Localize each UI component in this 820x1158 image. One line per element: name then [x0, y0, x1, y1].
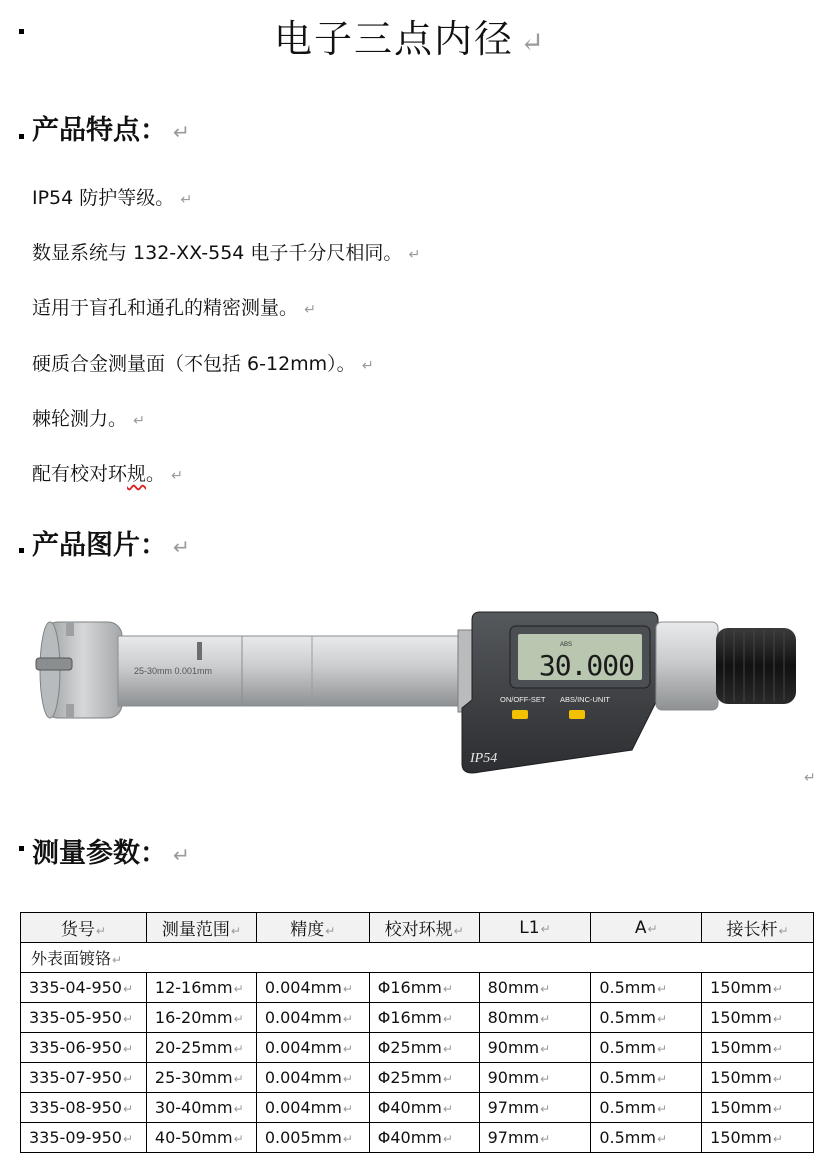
table-row [21, 1123, 814, 1153]
header-cell: A↵ [591, 913, 702, 943]
table-cell: 150mm↵ [702, 973, 814, 1003]
table-cell: 90mm↵ [479, 1033, 591, 1063]
table-cell: Φ25mm↵ [369, 1063, 479, 1093]
table-cell: 0.5mm↵ [591, 1123, 702, 1153]
feature-item: 配有校对环规。 ↵ [32, 463, 183, 485]
table-row [21, 1003, 814, 1033]
table-cell: 80mm↵ [479, 1003, 591, 1033]
header-cell: 货号↵ [21, 913, 147, 943]
table-cell: 0.004mm↵ [256, 1033, 369, 1063]
table-row [21, 1033, 814, 1063]
table-cell: 20-25mm↵ [146, 1033, 256, 1063]
table-cell: 16-20mm↵ [146, 1003, 256, 1033]
table-cell: 335-09-950↵ [21, 1123, 147, 1153]
onoff-label: ON/OFF-SET [500, 695, 546, 704]
return-mark: ↵ [173, 120, 190, 144]
return-mark: ↵ [804, 770, 816, 786]
feature-item: IP54 防护等级。 ↵ [32, 187, 193, 209]
table-cell: 0.5mm↵ [591, 1033, 702, 1063]
header-cell: L1↵ [479, 913, 591, 943]
image-heading: 产品图片： ↵ [32, 530, 190, 561]
rating-label: IP54 [470, 751, 498, 766]
table-cell: 25-30mm↵ [146, 1063, 256, 1093]
return-mark: ↵ [173, 843, 190, 867]
header-cell: 精度↵ [256, 913, 369, 943]
table-cell: 335-07-950↵ [21, 1063, 147, 1093]
feature-item: 适用于盲孔和通孔的精密测量。 ↵ [32, 297, 316, 319]
table-row [21, 973, 814, 1003]
table-cell: 335-04-950↵ [21, 973, 147, 1003]
table-cell: 0.004mm↵ [256, 973, 369, 1003]
return-mark: ↵ [304, 302, 316, 318]
return-mark: ↵ [180, 192, 193, 208]
table-cell: 40-50mm↵ [146, 1123, 256, 1153]
table-cell: 150mm↵ [702, 1033, 814, 1063]
image-bullet [19, 548, 24, 553]
table-cell: 30-40mm↵ [146, 1093, 256, 1123]
header-cell: 测量范围↵ [146, 913, 256, 943]
table-body [21, 973, 814, 1153]
table-cell: Φ40mm↵ [369, 1123, 479, 1153]
bore-gauge-image [0, 600, 820, 790]
feature-item: 棘轮测力。 ↵ [32, 408, 145, 430]
page-title: 电子三点内径 ↵ [274, 17, 546, 61]
return-mark: ↵ [520, 26, 546, 59]
table-cell: 335-06-950↵ [21, 1033, 147, 1063]
table-cell: 0.005mm↵ [256, 1123, 369, 1153]
table-cell: 97mm↵ [479, 1093, 591, 1123]
return-mark: ↵ [408, 247, 421, 263]
table-cell: 12-16mm↵ [146, 973, 256, 1003]
measuring-head [36, 622, 122, 718]
features-bullet [19, 134, 24, 139]
table-cell: 90mm↵ [479, 1063, 591, 1093]
digital-body [462, 612, 658, 773]
table-cell: 0.5mm↵ [591, 973, 702, 1003]
table-cell: 0.5mm↵ [591, 1003, 702, 1033]
table-header-row [21, 913, 814, 943]
params-bullet [19, 846, 24, 851]
lcd-value: 30.000 [538, 649, 634, 682]
table-cell: 80mm↵ [479, 973, 591, 1003]
group-cell: 外表面镀铬↵ [21, 943, 814, 973]
features-heading: 产品特点： ↵ [32, 115, 190, 146]
feature-item: 数显系统与 132-XX-554 电子千分尺相同。 ↵ [32, 242, 421, 264]
return-mark: ↵ [173, 535, 190, 559]
table-cell: 97mm↵ [479, 1123, 591, 1153]
return-mark: ↵ [361, 358, 374, 374]
header-cell: 校对环规↵ [369, 913, 479, 943]
table-cell: 0.5mm↵ [591, 1063, 702, 1093]
table-cell: 150mm↵ [702, 1003, 814, 1033]
params-heading: 测量参数： ↵ [32, 838, 190, 869]
ratchet-knob [656, 622, 796, 710]
abs-label: ABS/INC-UNIT [560, 695, 611, 704]
onoff-button [512, 710, 528, 719]
abs-button [569, 710, 585, 719]
header-cell: 接长杆↵ [702, 913, 814, 943]
table-cell: 150mm↵ [702, 1123, 814, 1153]
spec-table [20, 912, 814, 1153]
table-row [21, 1093, 814, 1123]
table-cell: 335-05-950↵ [21, 1003, 147, 1033]
table-cell: 150mm↵ [702, 1093, 814, 1123]
table-cell: 0.004mm↵ [256, 1093, 369, 1123]
table-cell: Φ40mm↵ [369, 1093, 479, 1123]
return-mark: ↵ [133, 413, 145, 429]
scale-label: 25-30mm 0.001mm [134, 666, 213, 676]
table-cell: 150mm↵ [702, 1063, 814, 1093]
table-row [21, 1063, 814, 1093]
table-cell: Φ16mm↵ [369, 973, 479, 1003]
table-cell: Φ16mm↵ [369, 1003, 479, 1033]
table-cell: 0.5mm↵ [591, 1093, 702, 1123]
table-cell: 335-08-950↵ [21, 1093, 147, 1123]
lcd-flag: ABS [560, 642, 573, 648]
table-cell: Φ25mm↵ [369, 1033, 479, 1063]
feature-item: 硬质合金测量面（不包括 6-12mm）。 ↵ [32, 353, 374, 375]
table-cell: 0.004mm↵ [256, 1003, 369, 1033]
table-group-row [21, 943, 814, 973]
barrel [118, 630, 476, 712]
table-cell: 0.004mm↵ [256, 1063, 369, 1093]
return-mark: ↵ [171, 468, 183, 484]
